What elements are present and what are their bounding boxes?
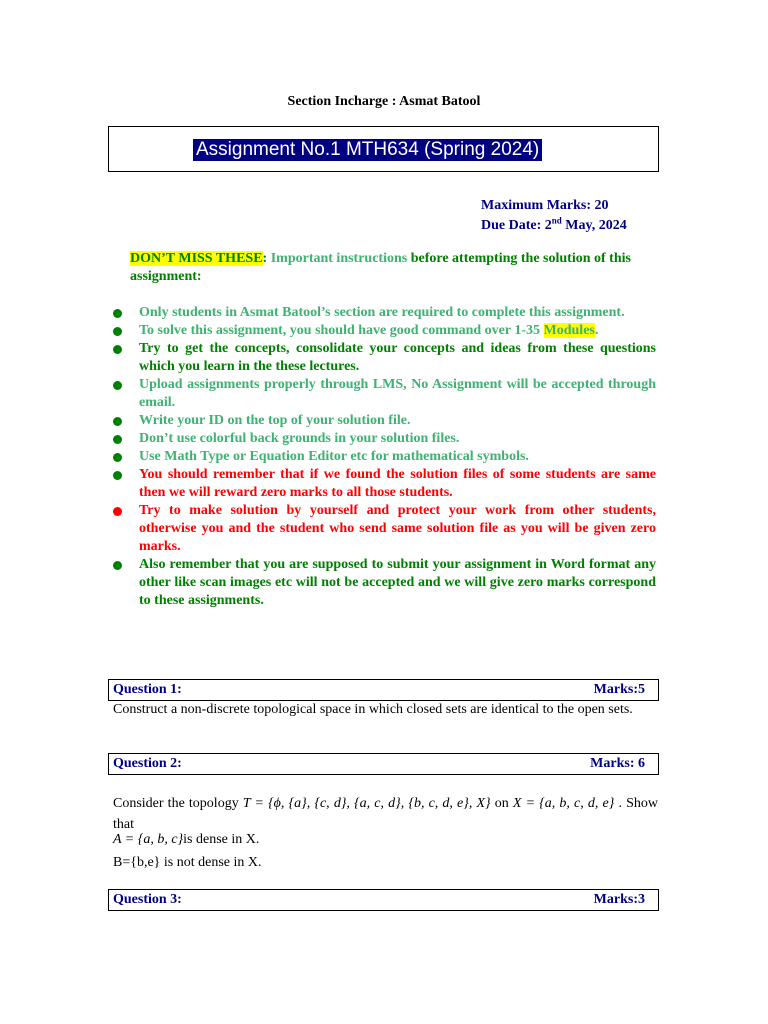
section-incharge: Section Incharge : Asmat Batool [287,94,481,109]
list-item [110,502,656,556]
dont-miss-label: DON’T MISS THESE [130,251,263,266]
list-item [110,412,656,430]
list-item-text: Try to get the concepts, consolidate your concepts and ideas from these questions which you learn in the these lectures. [139,341,656,374]
list-item [110,376,656,412]
intro-rest: before attempting the solution of this assignment: [130,251,631,284]
modules-period: . [594,323,599,338]
topology-formula: T = {ϕ, {a}, {c, d}, {a, c, d}, {b, c, d, e}, X} [242,796,491,811]
assignment-title: Assignment No.1 MTH634 (Spring 2024) [193,139,542,161]
question-2-header [108,753,659,775]
list-item-text: Don’t use colorful back grounds in your solution files. [139,431,460,446]
list-item [110,322,656,340]
list-item-text: Upload assignments properly through LMS, No Assignment will be accepted through email. [139,377,656,410]
bullet-icon [113,561,122,570]
list-item-text: To solve this assignment, you should have good command over 1-35 [139,323,544,338]
question-2-marks: Marks: 6 [590,756,645,771]
question-2-text [113,793,658,835]
marks-info [481,196,627,236]
list-item [110,340,656,376]
question-1-marks: Marks:5 [593,682,645,697]
question-1-text: Construct a non-discrete topological space in which closed sets are identical to the open sets. [113,702,633,717]
question-1-header [108,679,659,701]
question-2-b-line: B={b,e} is not dense in X. [113,855,262,870]
list-item-text: You should remember that if we found the solution files of some students are same then we will reward zero marks to all those students. [139,467,656,500]
maximum-marks: Maximum Marks: 20 [481,198,609,213]
list-item-text: Try to make solution by yourself and protect your work from other students, otherwise you and the student who send same solution file as you will be given zero marks. [139,503,656,554]
bullet-icon [113,327,122,336]
bullet-icon [113,471,122,480]
question-2-on: on [490,796,513,811]
due-date-sup: nd [551,215,562,226]
question-2-show: . Show that [113,796,659,832]
bullet-icon [113,417,122,426]
question-2-a-line [113,831,658,849]
list-item-text: Write your ID on the top of your solution file. [139,413,411,428]
due-date-suffix: May, 2024 [561,218,627,233]
due-date-prefix: Due Date: 2 [481,218,552,233]
list-item [110,466,656,502]
list-item-text: Only students in Asmat Batool’s section are required to complete this assignment. [139,305,625,320]
list-item [110,430,656,448]
question-3-header [108,889,659,911]
list-item [110,448,656,466]
assignment-title-box [108,126,659,172]
list-item-text: Use Math Type or Equation Editor etc for mathematical symbols. [139,449,529,464]
set-x-formula: X = {a, b, c, d, e} [512,796,615,811]
list-item [110,556,656,610]
bullet-icon [113,507,122,516]
due-date [481,216,627,236]
bullet-icon [113,381,122,390]
set-a-formula: A = {a, b, c} [113,832,184,847]
intro-colon: : [262,251,271,266]
question-2-label: Question 2: [113,756,182,771]
bullet-icon [113,345,122,354]
question-1-label: Question 1: [113,682,182,697]
question-2-intro: Consider the topology [113,796,243,811]
instructions-intro [130,250,660,286]
bullet-icon [113,453,122,462]
question-3-marks: Marks:3 [593,892,645,907]
instruction-list [110,304,656,610]
question-3-label: Question 3: [113,892,182,907]
list-item-text: Also remember that you are supposed to submit your assignment in Word format any other like scan images etc will not be accepted and we will give zero marks correspond to these assignments. [139,557,656,608]
list-item [110,304,656,322]
a-dense-text: is dense in X. [183,832,260,847]
important-instructions: Important instructions [270,251,408,266]
bullet-icon [113,435,122,444]
modules-highlight: Modules [543,323,595,338]
bullet-icon [113,309,122,318]
